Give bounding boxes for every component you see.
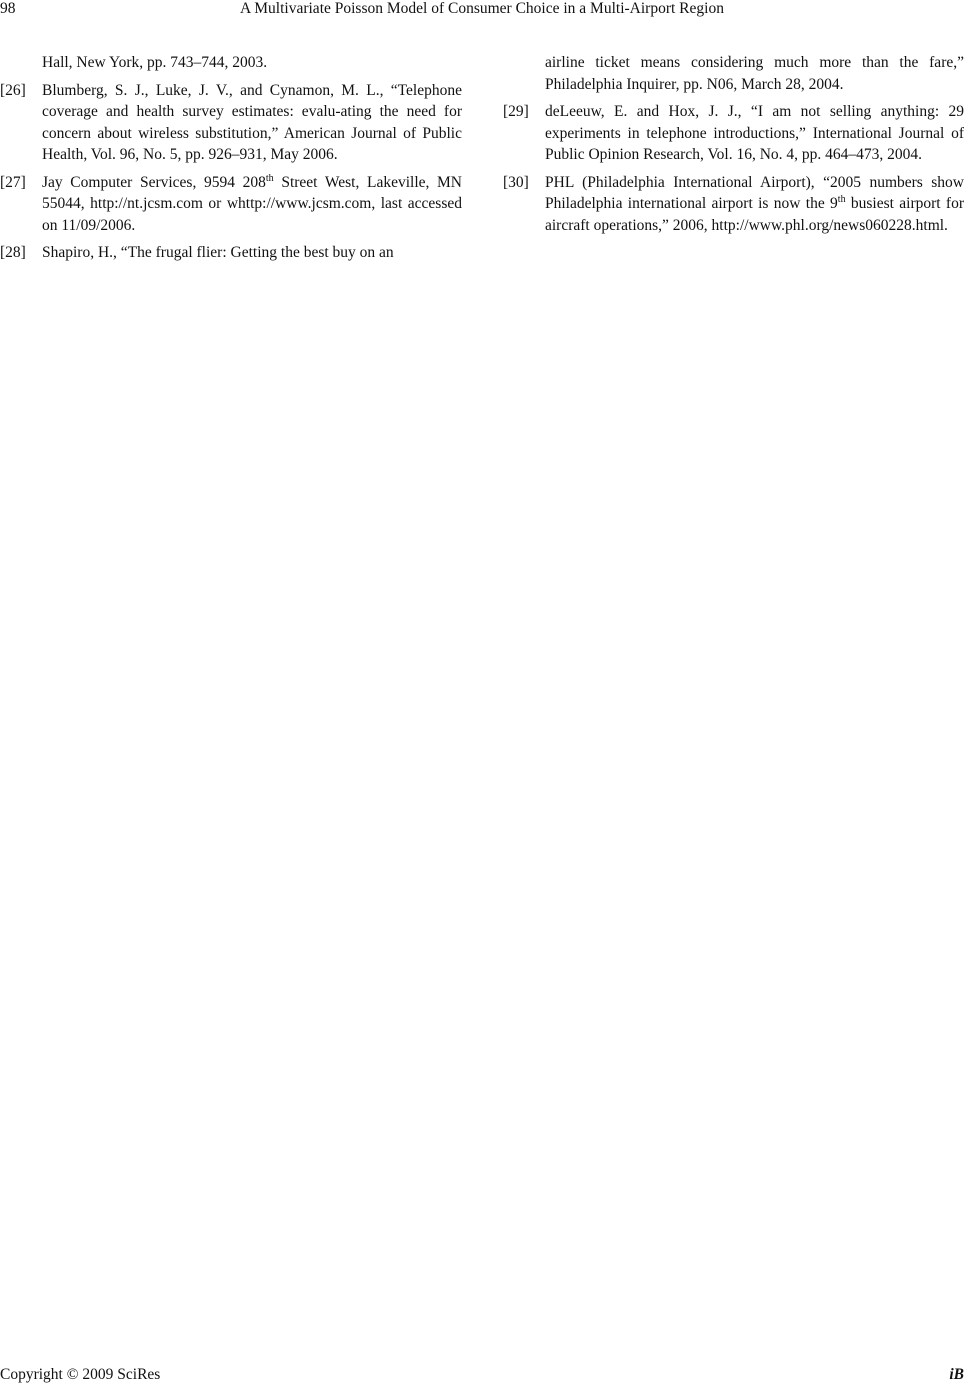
reference-27 xyxy=(0,172,462,237)
reference-text-start: Jay Computer Services, 9594 208 xyxy=(42,173,266,191)
right-column xyxy=(503,52,964,242)
reference-number: [28] xyxy=(0,244,26,261)
reference-number: [30] xyxy=(503,173,529,191)
copyright-notice: Copyright © 2009 SciRes xyxy=(0,1366,161,1383)
reference-number: [27] xyxy=(0,173,26,191)
reference-29 xyxy=(503,101,964,166)
page-header xyxy=(0,0,964,22)
ordinal-superscript: th xyxy=(837,193,846,205)
running-title: A Multivariate Poisson Model of Consumer Choice in a Multi-Airport Region xyxy=(240,0,724,17)
ordinal-superscript: th xyxy=(265,172,274,184)
reference-text: Shapiro, H., “The frugal flier: Getting the best buy on an xyxy=(42,244,394,261)
reference-number: [29] xyxy=(503,103,529,120)
reference-continuation: Hall, New York, pp. 743–744, 2003. xyxy=(42,54,268,71)
reference-number: [26] xyxy=(0,81,26,99)
reference-text xyxy=(545,172,964,237)
journal-abbreviation: iB xyxy=(949,1366,964,1383)
reference-continuation: airline ticket means considering much more than the fare,” Philadelphia Inquirer, pp. N06, March 28, 2004. xyxy=(545,54,964,93)
reference-28 xyxy=(0,242,462,264)
left-column xyxy=(0,52,462,270)
page-number: 98 xyxy=(0,0,16,17)
reference-text-start: PHL (Philadelphia International Airport), “2005 numbers show Philadelphia international airport is now the 9 xyxy=(545,173,964,212)
reference-text xyxy=(42,172,462,237)
reference-text: Blumberg, S. J., Luke, J. V., and Cynamon, M. L., “Telephone coverage and health survey estimates: evalu-ating the need for concern about wireless substitution,” American Journal of Public Health, Vol. 96, No. 5, pp. 926–931, May 2006. xyxy=(42,81,462,163)
reference-text-end: busiest airport for aircraft operations,” 2006, http://www.phl.org/news060228.html. xyxy=(545,195,964,234)
reference-text: deLeeuw, E. and Hox, J. J., “I am not selling anything: 29 experiments in telephone introductions,” International Journal of Public Opinion Research, Vol. 16, No. 4, pp. 464–473, 2004. xyxy=(545,103,964,163)
reference-26 xyxy=(0,80,462,166)
reference-30 xyxy=(503,172,964,237)
reference-text-end: Street West, Lakeville, MN 55044, http://nt.jcsm.com or whttp://www.jcsm.com, last accessed on 11/09/2006. xyxy=(42,173,462,234)
